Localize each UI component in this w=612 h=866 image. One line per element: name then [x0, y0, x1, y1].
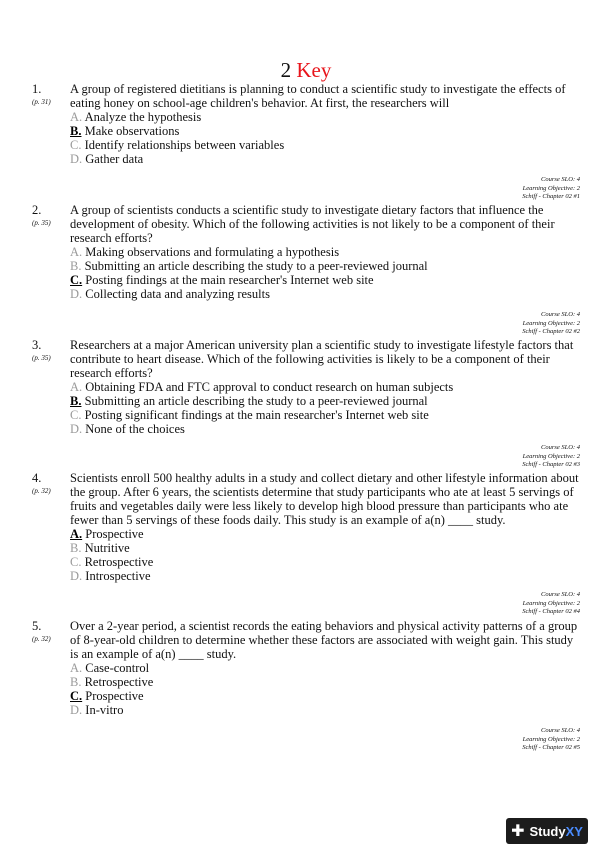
option-letter: B. — [70, 541, 82, 555]
page-reference: (p. 32) — [32, 487, 51, 495]
option-text: In-vitro — [85, 703, 124, 717]
metadata-line: Course SLO: 4 — [540, 176, 580, 183]
page-reference: (p. 35) — [32, 219, 51, 227]
answer-option — [70, 703, 580, 717]
option-text: Collecting data and analyzing results — [85, 287, 270, 301]
metadata-line: Learning Objective: 2 — [522, 735, 580, 743]
question-stem: A group of scientists conducts a scientific study to investigate dietary factors that influence the development of obesity. Which of the following activities is not likely to be a component of their research efforts? — [70, 203, 555, 245]
option-letter: B. — [70, 259, 82, 273]
option-text: Prospective — [85, 689, 144, 703]
question-item — [32, 338, 580, 436]
studyxy-logo — [506, 818, 588, 844]
answer-option — [70, 661, 580, 675]
option-text: Make observations — [84, 124, 180, 138]
answer-option — [70, 527, 580, 541]
option-text: Case-control — [85, 661, 150, 675]
correct-option-letter: B. — [70, 124, 82, 138]
answer-option — [70, 138, 580, 152]
metadata-line: Schiff - Chapter 02 #2 — [522, 328, 580, 335]
option-letter: D. — [70, 152, 83, 166]
question-number: 3. — [32, 338, 42, 352]
question-item — [32, 203, 580, 301]
option-text: Obtaining FDA and FTC approval to conduct research on human subjects — [85, 380, 454, 394]
question-metadata — [522, 591, 580, 617]
option-letter: C. — [70, 138, 82, 152]
answer-option — [70, 394, 580, 408]
option-letter: D. — [70, 703, 83, 717]
question-stem: Scientists enroll 500 healthy adults in a study and collect dietary and other lifestyle information about the group. After 6 years, the scientists determine that study participants who ate at least 5 servings of fruits and vegetables daily were less likely to develop high blood pressure than participants who ate fewer than 5 servings of these foods daily. This study is an example of a(n) ____ study. — [70, 471, 579, 527]
option-text: Posting findings at the main researcher's Internet web site — [85, 273, 374, 287]
metadata-line: Schiff - Chapter 02 #4 — [522, 608, 580, 615]
chapter-number: 2 — [280, 58, 292, 82]
option-text: Retrospective — [84, 555, 154, 569]
option-letter: C. — [70, 408, 82, 422]
answer-option — [70, 245, 580, 259]
metadata-line: Course SLO: 4 — [540, 444, 580, 451]
page-reference: (p. 31) — [32, 98, 51, 106]
question-metadata — [522, 311, 580, 337]
question-item — [32, 619, 580, 717]
answer-option — [70, 689, 580, 703]
question-item — [32, 82, 580, 166]
key-label: Key — [296, 58, 332, 82]
page-reference: (p. 35) — [32, 354, 51, 362]
question-number: 1. — [32, 82, 42, 96]
answer-option — [70, 569, 580, 583]
metadata-line: Course SLO: 4 — [540, 727, 580, 734]
logo-text — [529, 824, 582, 839]
option-text: Submitting an article describing the study to a peer-reviewed journal — [84, 259, 428, 273]
option-letter: D. — [70, 569, 83, 583]
metadata-line: Schiff - Chapter 02 #5 — [522, 744, 580, 751]
option-letter: B. — [70, 675, 82, 689]
question-item — [32, 471, 580, 583]
metadata-line: Learning Objective: 2 — [522, 184, 580, 192]
logo-brand-main: Study — [529, 823, 566, 839]
option-letter: C. — [70, 555, 82, 569]
option-letter: D. — [70, 422, 83, 436]
answer-option — [70, 259, 580, 273]
answer-option — [70, 152, 580, 166]
option-letter: A. — [70, 245, 83, 259]
option-text: None of the choices — [85, 422, 185, 436]
question-stem: Researchers at a major American university plan a scientific study to investigate lifestyle factors that contribute to heart disease. Which of the following activities is likely to be a component of their research efforts? — [70, 338, 574, 380]
metadata-line: Learning Objective: 2 — [522, 319, 580, 327]
question-metadata — [522, 727, 580, 753]
answer-option — [70, 124, 580, 138]
metadata-line: Schiff - Chapter 02 #1 — [522, 193, 580, 200]
option-letter: A. — [70, 380, 83, 394]
correct-option-letter: C. — [70, 689, 83, 703]
option-text: Retrospective — [84, 675, 154, 689]
option-text: Gather data — [85, 152, 144, 166]
metadata-line: Learning Objective: 2 — [522, 599, 580, 607]
option-text: Introspective — [85, 569, 151, 583]
option-letter: A. — [70, 110, 83, 124]
correct-option-letter: B. — [70, 394, 82, 408]
answer-option — [70, 555, 580, 569]
page-title — [0, 58, 612, 83]
option-letter: A. — [70, 661, 83, 675]
logo-brand-accent: XY — [565, 823, 583, 839]
question-metadata — [522, 176, 580, 202]
answer-option — [70, 110, 580, 124]
answer-option — [70, 273, 580, 287]
question-number: 4. — [32, 471, 42, 485]
metadata-line: Course SLO: 4 — [540, 311, 580, 318]
option-letter: D. — [70, 287, 83, 301]
answer-option — [70, 380, 580, 394]
plus-icon: ✚ — [511, 823, 525, 840]
question-stem: A group of registered dietitians is planning to conduct a scientific study to investigate the effects of eating honey on school-age children's behavior. At first, the researchers will — [70, 82, 566, 110]
answer-option — [70, 541, 580, 555]
option-text: Analyze the hypothesis — [84, 110, 202, 124]
option-text: Posting significant findings at the main researcher's Internet web site — [84, 408, 429, 422]
correct-option-letter: C. — [70, 273, 83, 287]
page-reference: (p. 32) — [32, 635, 51, 643]
option-text: Submitting an article describing the study to a peer-reviewed journal — [84, 394, 428, 408]
question-stem: Over a 2-year period, a scientist records the eating behaviors and physical activity patterns of a group of 8-year-old children to determine whether these factors are associated with weight gain. This study is an example of a(n) ____ study. — [70, 619, 578, 661]
answer-option — [70, 422, 580, 436]
option-text: Making observations and formulating a hypothesis — [85, 245, 340, 259]
answer-option — [70, 408, 580, 422]
question-number: 5. — [32, 619, 42, 633]
metadata-line: Learning Objective: 2 — [522, 452, 580, 460]
option-text: Identify relationships between variables — [84, 138, 285, 152]
option-text: Nutritive — [84, 541, 130, 555]
answer-option — [70, 287, 580, 301]
correct-option-letter: A. — [70, 527, 83, 541]
option-text: Prospective — [85, 527, 144, 541]
metadata-line: Course SLO: 4 — [540, 591, 580, 598]
question-metadata — [522, 444, 580, 470]
answer-option — [70, 675, 580, 689]
metadata-line: Schiff - Chapter 02 #3 — [522, 461, 580, 468]
question-number: 2. — [32, 203, 42, 217]
